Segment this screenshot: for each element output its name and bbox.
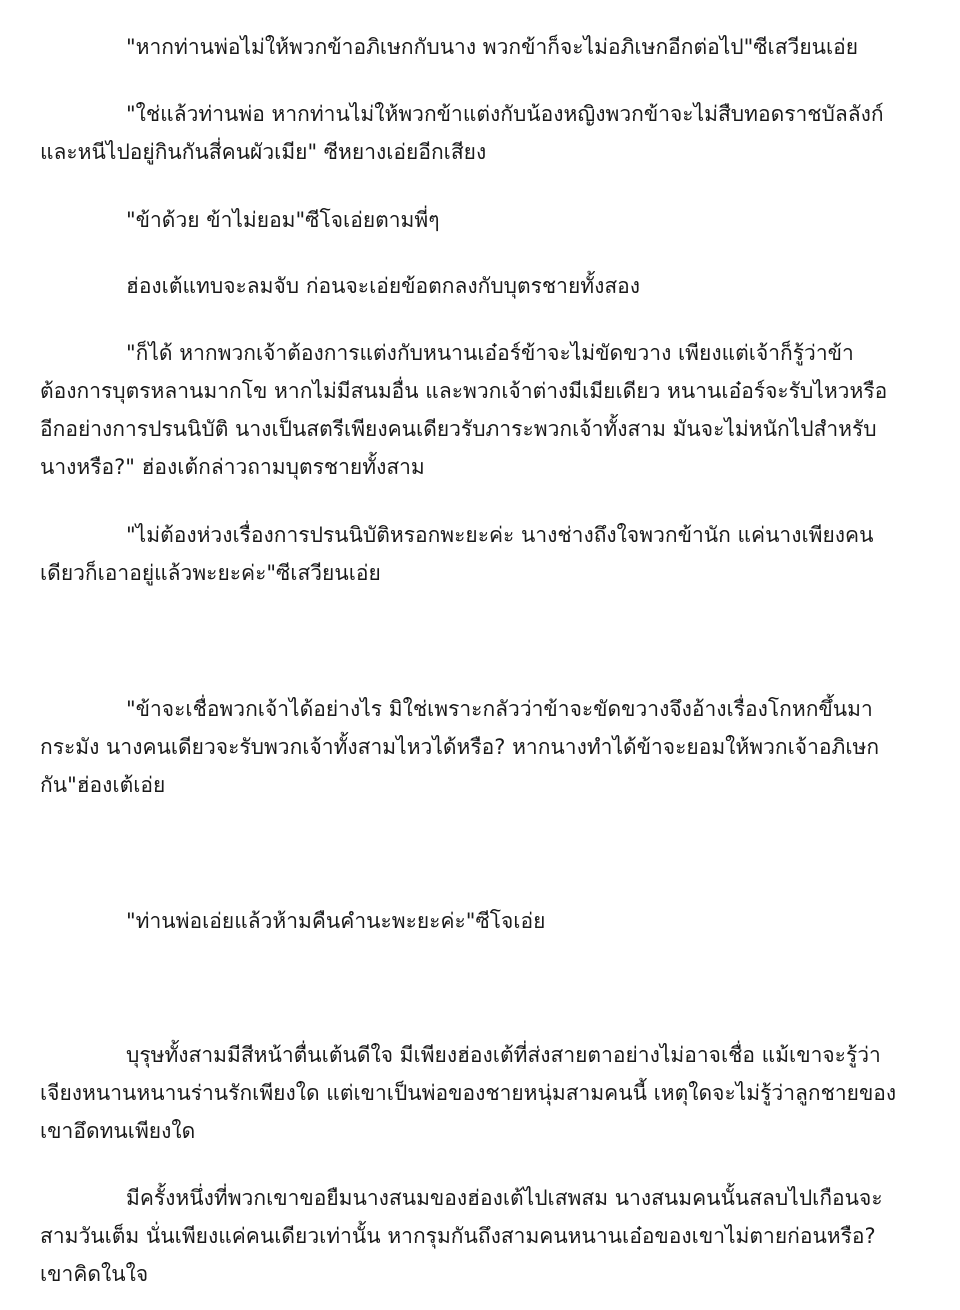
paragraph: "ท่านพ่อเอ่ยแล้วห้ามคืนคำนะพะยะค่ะ"ซีโจเอ่ย — [126, 909, 546, 933]
paragraph: "ก็ได้ หากพวกเจ้าต้องการแต่งกับหนานเอ๋อร์ข้าจะไม่ขัดขวาง เพียงแต่เจ้าก็รู้ว่าข้าต้องการบุตรหลานมากโข หากไม่มีสนมอื่น และพวกเจ้าต่างมีเมียเดียว หนานเอ๋อร์จะรับไหวหรือ อีกอย่างการปรนนิบัติ นางเป็นสตรีเพียงคนเดียวรับภาระพวกเจ้าทั้งสาม มันจะไม่หนักไปสำหรับนางหรือ?" ฮ่องเต้กล่าวถามบุตรชายทั้งสาม — [40, 341, 888, 479]
paragraph: มีครั้งหนึ่งที่พวกเขาขอยืมนางสนมของฮ่องเต้ไปเสพสม นางสนมคนนั้นสลบไปเกือนจะสามวันเต็ม นั่นเพียงแค่คนเดียวเท่านั้น หากรุมกันถึงสามคนหนานเอ๋อของเขาไม่ตายก่อนหรือ? เขาคิดในใจ — [40, 1186, 883, 1286]
paragraph: "ข้าด้วย ข้าไม่ยอม"ซีโจเอ่ยตามพี่ๆ — [126, 208, 440, 232]
paragraph: "ใช่แล้วท่านพ่อ หากท่านไม่ให้พวกข้าแต่งกับน้องหญิงพวกข้าจะไม่สืบทอดราชบัลลังก์ และหนีไปอยู่กินกันสี่คนผัวเมีย" ซีหยางเอ่ยอีกเสียง — [40, 102, 884, 164]
paragraph: บุรุษทั้งสามมีสีหน้าตื่นเต้นดีใจ มีเพียงฮ่องเต้ที่ส่งสายตาอย่างไม่อาจเชื่อ แม้เขาจะรู้ว่าเจียงหนานหนานร่านรักเพียงใด แต่เขาเป็นพ่อของชายหนุ่มสามคนนี้ เหตุใดจะไม่รู้ว่าลูกชายของเขาอึดทนเพียงใด — [40, 1043, 897, 1143]
paragraph: "ข้าจะเชื่อพวกเจ้าได้อย่างไร มิใช่เพราะกลัวว่าข้าจะขัดขวางจึงอ้างเรื่องโกหกขึ้นมากระมัง นางคนเดียวจะรับพวกเจ้าทั้งสามไหวได้หรือ? หากนางทำได้ข้าจะยอมให้พวกเจ้าอภิเษกกัน"ฮ่องเต้เอ่ย — [40, 697, 880, 797]
paragraph: "หากท่านพ่อไม่ให้พวกข้าอภิเษกกับนาง พวกข้าก็จะไม่อภิเษกอีกต่อไป"ซีเสวียนเอ่ย — [126, 35, 859, 59]
paragraph: "ไม่ต้องห่วงเรื่องการปรนนิบัติหรอกพะยะค่ะ นางช่างถึงใจพวกข้านัก แค่นางเพียงคนเดียวก็เอาอยู่แล้วพะยะค่ะ"ซีเสวียนเอ่ย — [40, 523, 874, 585]
paragraph: ฮ่องเต้แทบจะลมจับ ก่อนจะเอ่ยข้อตกลงกับบุตรชายทั้งสอง — [126, 274, 641, 298]
